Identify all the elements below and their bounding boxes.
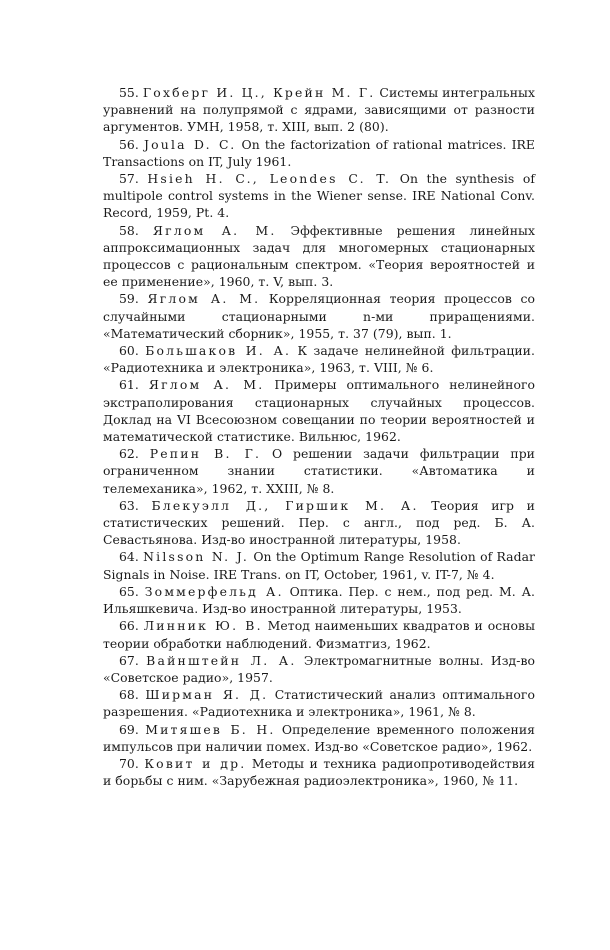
reference-number: 59. xyxy=(119,291,139,307)
reference-64 xyxy=(103,548,535,582)
reference-57 xyxy=(103,170,535,222)
reference-number: 57. xyxy=(119,171,139,187)
reference-58 xyxy=(103,222,535,291)
reference-text: Методы и техника радиопротиводействия и борьбы с ним. «Зарубежная радиоэлектроника», 1960, № 11. xyxy=(103,755,535,789)
reference-text: О решении задачи фильтрации при ограниченном знании статистики. «Автоматика и телемеханика», 1962, т. XXIII, № 8. xyxy=(103,446,535,496)
reference-number: 61. xyxy=(119,377,139,393)
reference-number: 66. xyxy=(119,618,139,634)
reference-number: 63. xyxy=(119,497,139,513)
reference-authors: Hsieh H. C., Leondes C. T. xyxy=(147,171,392,187)
reference-number: 65. xyxy=(119,583,139,599)
reference-number: 70. xyxy=(119,755,139,771)
reference-56 xyxy=(103,136,535,170)
reference-number: 67. xyxy=(119,652,139,668)
reference-text: Эффективные решения линейных аппроксимационных задач для многомерных стационарных процессов с рациональным спектром. «Теория вероятностей и ее применение», 1960, т. V, вып. 3. xyxy=(103,222,535,290)
reference-authors: Nilsson N. J. xyxy=(143,549,250,565)
reference-authors: Линник Ю. В. xyxy=(143,618,263,634)
reference-text: К задаче нелинейной фильтрации. «Радиотехника и электроника», 1963, т. VIII, № 6. xyxy=(103,343,535,376)
reference-62 xyxy=(103,445,535,497)
reference-text: Системы интегральных уравнений на полупрямой с ядрами, зависящими от разности аргументов. УМН, 1958, т. XIII, вып. 2 (80). xyxy=(103,85,535,135)
reference-text: Примеры оптимального нелинейного экстраполирования стационарных случайных процессов. Доклад на VI Всесоюзном совещании по теории вероятностей и математической статистике. Вильнюс, 1962. xyxy=(103,377,535,445)
reference-authors: Joula D. C. xyxy=(143,136,237,152)
reference-55 xyxy=(103,84,535,136)
reference-text: Статистический анализ оптимального разрешения. «Радиотехника и электроника», 1961, № 8. xyxy=(103,687,535,720)
reference-authors: Блекуэлл Д., Гиршик М. А. xyxy=(151,497,419,513)
reference-66 xyxy=(103,617,535,651)
reference-number: 64. xyxy=(119,549,139,565)
reference-number: 58. xyxy=(119,222,139,238)
reference-authors: Зоммерфельд А. xyxy=(144,583,284,599)
reference-60 xyxy=(103,342,535,376)
reference-authors: Вайнштейн Л. А. xyxy=(146,652,297,668)
reference-text: Корреляционная теория процессов со случайными стационарными n-ми приращениями. «Математический сборник», 1955, т. 37 (79), вып. 1. xyxy=(103,291,535,341)
reference-number: 62. xyxy=(119,446,139,462)
bibliography-page xyxy=(103,84,535,789)
reference-authors: Репин В. Г. xyxy=(149,446,262,462)
reference-number: 69. xyxy=(119,721,139,737)
reference-authors: Ковит и др. xyxy=(144,755,247,771)
reference-authors: Яглом А. М. xyxy=(148,377,265,393)
reference-authors: Гохберг И. Ц., Крейн М. Г. xyxy=(142,85,376,100)
reference-70 xyxy=(103,755,535,789)
reference-59 xyxy=(103,290,535,342)
reference-authors: Ширман Я. Д. xyxy=(145,687,269,703)
reference-authors: Яглом А. М. xyxy=(152,222,277,238)
reference-69 xyxy=(103,721,535,755)
reference-text: Электромагнитные волны. Изд-во «Советское радио», 1957. xyxy=(103,652,536,685)
reference-number: 55. xyxy=(119,85,139,100)
reference-68 xyxy=(103,686,535,720)
reference-63 xyxy=(103,497,535,549)
reference-authors: Большаков И. А. xyxy=(145,343,292,359)
reference-number: 56. xyxy=(119,136,139,152)
reference-text: Оптика. Пер. с нем., под ред. М. А. Ильяшкевича. Изд-во иностранной литературы, 1953. xyxy=(103,583,535,617)
reference-61 xyxy=(103,376,535,445)
reference-text: On the synthesis of multipole control systems in the Wiener sense. IRE National Conv. Record, 1959, Pt. 4. xyxy=(103,171,535,221)
reference-authors: Яглом А. М. xyxy=(147,291,261,307)
reference-number: 60. xyxy=(119,343,139,359)
reference-text: On the factorization of rational matrices. IRE Transactions on IT, July 1961. xyxy=(103,136,535,169)
reference-text: Метод наименьших квадратов и основы теории обработки наблюдений. Физматгиз, 1962. xyxy=(103,618,535,651)
reference-67 xyxy=(103,652,535,686)
reference-65 xyxy=(103,583,535,617)
reference-text: Определение временного положения импульсов при наличии помех. Изд-во «Советское радио», 1962. xyxy=(103,721,535,754)
reference-authors: Митяшев Б. Н. xyxy=(145,721,276,737)
reference-text: Теория игр и статистических решений. Пер. с англ., под ред. Б. А. Севастьянова. Изд-во иностранной литературы, 1958. xyxy=(103,497,535,548)
reference-text: On the Optimum Range Resolution of Radar Signals in Noise. IRE Trans. on IT, October, 1961, v. IT-7, № 4. xyxy=(103,549,535,582)
reference-number: 68. xyxy=(119,687,139,703)
